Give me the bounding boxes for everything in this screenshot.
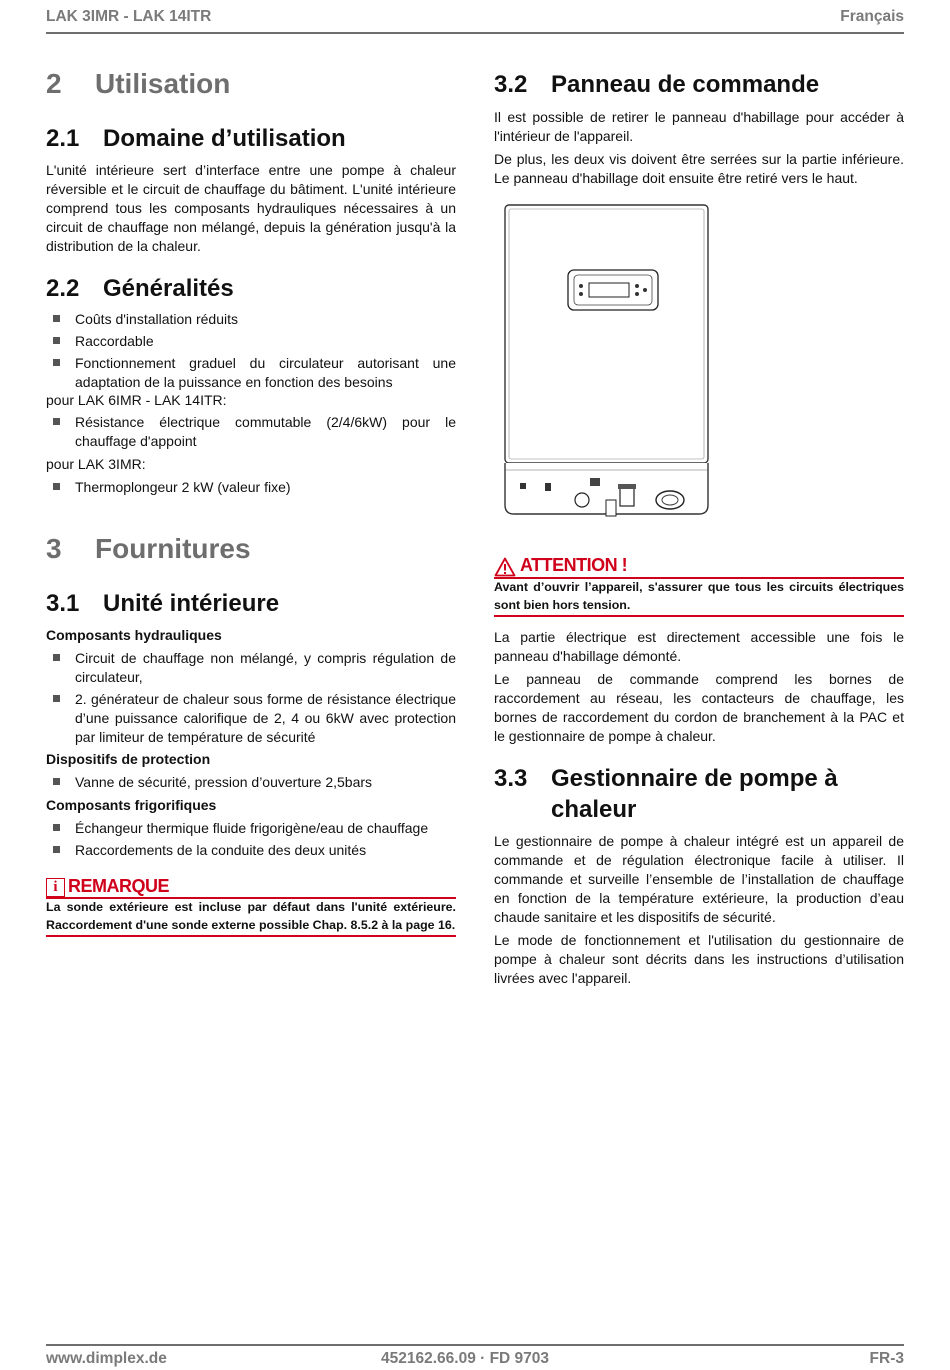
- protection-list: [46, 773, 456, 795]
- footer-website: www.dimplex.de: [46, 1350, 167, 1367]
- domaine-paragraph: L'unité intérieure sert d’interface entre une pompe à chaleur réversible et le circuit de chauffage du bâtiment. L'unité intérieure comprend tous les composants hydrauliques nécessaires à un circuit de chauffage non mélangé, depuis la génération jusqu'à la distribution de la chaleur.: [46, 162, 456, 254]
- gestionnaire-paragraph-2: Le mode de fonctionnement et l'utilisation du gestionnaire de pompe à chaleur sont décrits dans les instructions d’utilisation livrées avec l'appareil.: [494, 932, 904, 986]
- hydro-list: [46, 649, 456, 750]
- section-heading-fournitures: 3 Fournitures: [46, 533, 251, 564]
- panneau-paragraph-3: La partie électrique est directement accessible une fois le panneau d'habillage démonté.: [494, 629, 904, 664]
- attention-text: Avant d’ouvrir l’appareil, s'assurer que tous les circuits électriques sont bien hors tension.: [494, 580, 904, 612]
- list-item: Thermoplongeur 2 kW (valeur fixe): [46, 478, 456, 497]
- header-rule: [46, 32, 904, 34]
- section-heading-panneau: 3.2 Panneau de commande: [494, 71, 820, 98]
- section-heading-domaine: 2.1 Domaine d’utilisation: [46, 125, 346, 152]
- attention-title: ATTENTION !: [520, 555, 628, 575]
- section-heading-generalites: 2.2 Généralités: [46, 275, 234, 302]
- footer-rule: [46, 1344, 904, 1346]
- remarque-bottom-rule: [46, 935, 456, 937]
- page-number: FR-3: [869, 1350, 904, 1367]
- list-item: Fonctionnement graduel du circulateur autorisant une adaptation de la puissance en fonction des besoins: [46, 354, 456, 392]
- language-label: Français: [840, 8, 904, 25]
- model-label-3imr: pour LAK 3IMR:: [46, 456, 146, 472]
- list-item: Échangeur thermique fluide frigorigène/eau de chauffage: [46, 819, 456, 838]
- list-item: Raccordements de la conduite des deux unités: [46, 841, 456, 860]
- remarque-text: La sonde extérieure est incluse par défaut dans l'unité extérieure. Raccordement d'une sonde externe possible Chap. 8.5.2 à la page 16.: [46, 900, 456, 932]
- list-item: 2. générateur de chaleur sous forme de résistance électrique d’une puissance calorifique de 2, 4 ou 6kW avec protection par limiteur de température de sécurité: [46, 690, 456, 747]
- attention-bottom-rule: [494, 615, 904, 617]
- section-heading-utilisation: 2 Utilisation: [46, 68, 231, 99]
- hydro-subheading: Composants hydrauliques: [46, 627, 222, 643]
- list-item: Vanne de sécurité, pression d’ouverture 2,5bars: [46, 773, 456, 792]
- section-heading-gestionnaire: 3.3 Gestionnaire de pompe à chaleur: [494, 765, 838, 823]
- model-6imr-list: [46, 413, 456, 454]
- protection-subheading: Dispositifs de protection: [46, 751, 211, 767]
- list-item: Raccordable: [46, 332, 456, 351]
- section-heading-unite-interieure: 3.1 Unité intérieure: [46, 590, 280, 617]
- info-icon: i: [46, 878, 65, 897]
- indoor-unit-illustration: [500, 200, 715, 522]
- generalites-list: [46, 310, 456, 395]
- warning-triangle-icon: [494, 557, 516, 577]
- list-item: Circuit de chauffage non mélangé, y compris régulation de circulateur,: [46, 649, 456, 687]
- gestionnaire-paragraph-1: Le gestionnaire de pompe à chaleur intégré est un appareil de commande et de régulation électronique facile à utiliser. Il commande et surveille l’ensemble de l’installation de chauffage en fonction de la température extérieure, la production d’eau chaude sanitaire et les dispositifs de sécurité.: [494, 833, 904, 925]
- frigo-list: [46, 819, 456, 863]
- footer-doc-number: 452162.66.09 · FD 9703: [381, 1350, 550, 1367]
- model-3imr-list: [46, 478, 456, 500]
- panneau-paragraph-1: Il est possible de retirer le panneau d'habillage pour accéder à l'intérieur de l'appareil.: [494, 109, 904, 144]
- list-item: Coûts d'installation réduits: [46, 310, 456, 329]
- panneau-paragraph-2: De plus, les deux vis doivent être serrées sur la partie inférieure. Le panneau d'habillage doit ensuite être retiré vers le haut.: [494, 151, 904, 186]
- frigo-subheading: Composants frigorifiques: [46, 797, 217, 813]
- document-title: LAK 3IMR - LAK 14ITR: [46, 8, 212, 25]
- remarque-title: REMARQUE: [68, 876, 170, 896]
- list-item: Résistance électrique commutable (2/4/6kW) pour le chauffage d'appoint: [46, 413, 456, 451]
- panneau-paragraph-4: Le panneau de commande comprend les bornes de raccordement au réseau, les contacteurs de chauffage, les bornes de raccordement du cordon de branchement à la PAC et le gestionnaire de pompe à chaleur.: [494, 671, 904, 744]
- model-label-6imr: pour LAK 6IMR - LAK 14ITR:: [46, 392, 227, 408]
